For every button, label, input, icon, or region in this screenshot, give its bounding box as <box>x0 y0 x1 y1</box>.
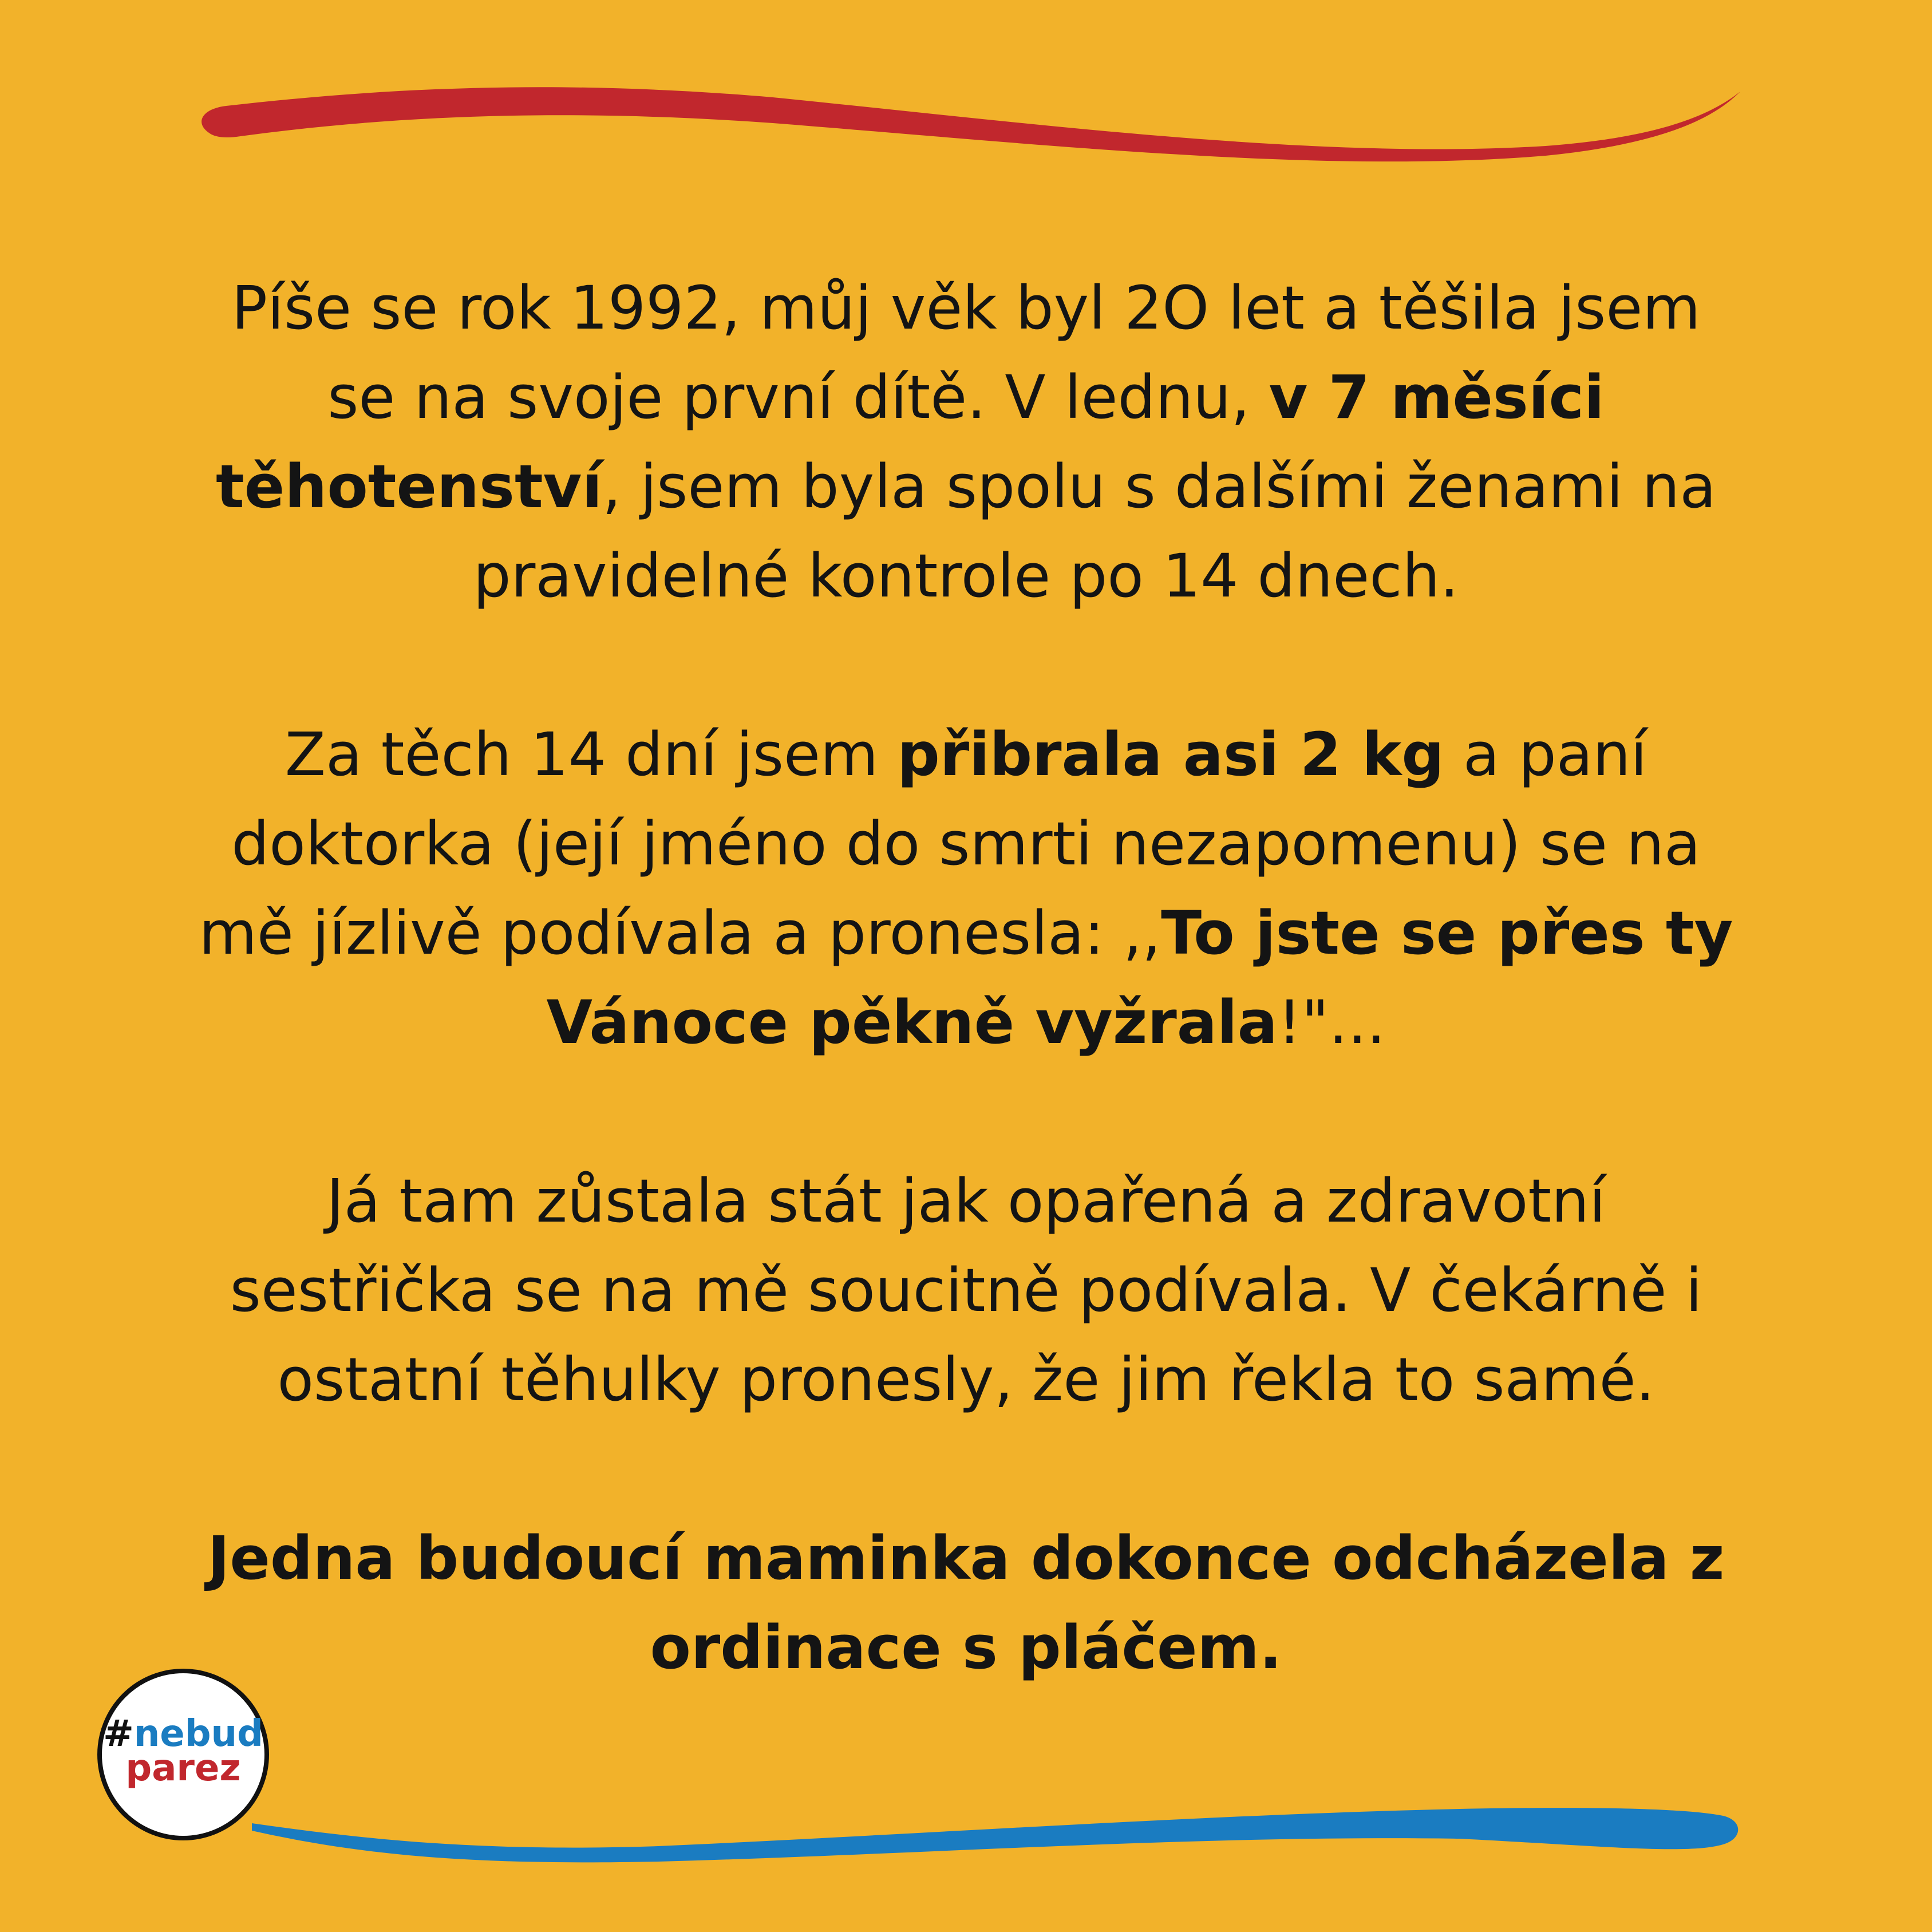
logo-word-parez: parez <box>125 1747 241 1789</box>
body-text: , jsem byla spolu s dalšími ženami na pravidelné kontrole po 14 dnech. <box>473 452 1716 611</box>
emphasis-text: přibrala asi 2 kg <box>897 720 1444 789</box>
body-text: a paní doktorka (její jméno do smrti nezapomenu) se na mě jízlivě podívala a pronesla: ,, <box>199 720 1701 968</box>
emphasis-text: v 7 měsíci těhotenství <box>216 362 1605 521</box>
logo-word-nebud: nebud <box>133 1713 263 1755</box>
body-text: Já tam zůstala stát jak opařená a zdravotní sestřička se na mě soucitně podívala. V čekárně i ostatní těhulky pronesly, že jim řekla to samé. <box>230 1166 1702 1415</box>
bottom-blue-wave <box>252 1808 1738 1862</box>
body-text: Za těch 14 dní jsem <box>285 720 898 789</box>
logo-hash: # <box>103 1713 134 1755</box>
nebudparez-logo-badge <box>97 1669 269 1840</box>
body-text: Píše se rok 1992, můj věk byl 2O let a těšila jsem se na svoje první dítě. V lednu, <box>231 273 1701 432</box>
emphasis-text: Jedna budoucí maminka dokonce odcházela z ordinace s pláčem. <box>207 1523 1725 1682</box>
body-text: !"... <box>1277 987 1386 1057</box>
emphasis-text: To jste se přes ty Vánoce pěkně vyžrala <box>546 898 1733 1057</box>
logo-text <box>102 1713 264 1789</box>
